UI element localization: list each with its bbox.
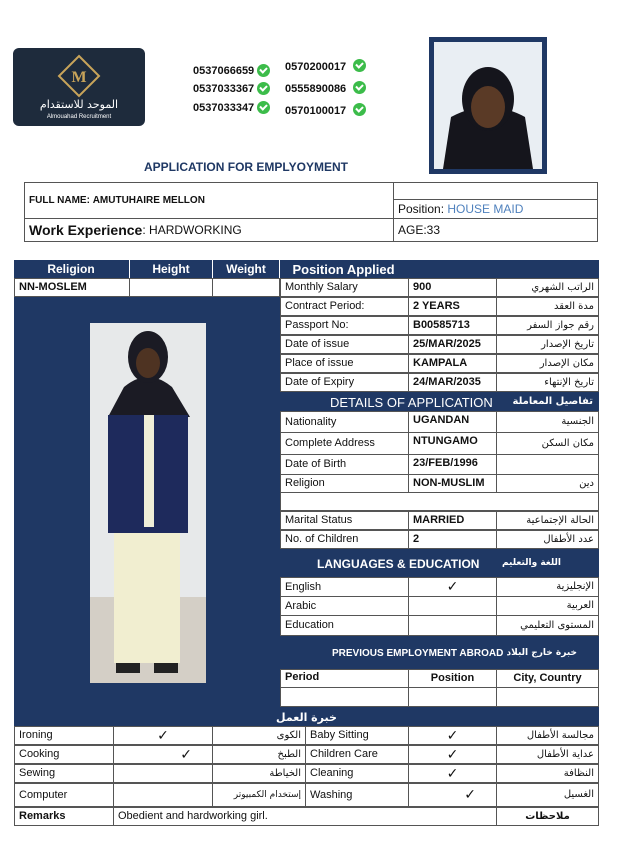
detail-label: Complete Address <box>280 432 409 455</box>
remarks-value: Obedient and hardworking girl. <box>113 807 497 826</box>
col-height: Height <box>129 260 212 278</box>
remarks-arabic: ملاحظات <box>496 807 599 826</box>
phone-number: 0570100017 <box>285 105 347 117</box>
field-arabic: مكان الإصدار <box>496 354 599 373</box>
field-label: Date of issue <box>280 335 409 354</box>
detail-label: Nationality <box>280 411 409 433</box>
skill-arabic: إستخدام الكمبيوتر <box>212 783 306 807</box>
skill-arabic: النظافة <box>496 764 599 783</box>
spacer-row <box>280 492 599 511</box>
religion-value: NN-MOSLEM <box>14 278 130 297</box>
details-header-en: DETAILS OF APPLICATION <box>330 395 493 410</box>
position-cell <box>393 199 598 219</box>
education-label: Education <box>280 615 409 636</box>
detail-value: NON-MUSLIM <box>408 474 497 493</box>
phone-number: 0555890086 <box>285 83 347 95</box>
languages-header <box>280 549 599 577</box>
cleaning-check-icon: ✓ <box>408 764 497 783</box>
experience-header-ar: خبرة العمل <box>276 711 337 724</box>
full-name-label: FULL NAME: <box>29 194 90 206</box>
field-arabic: رقم جواز السفر <box>496 316 599 335</box>
language-label: Arabic <box>280 596 409 616</box>
previous-employment-header-en: PREVIOUS EMPLOYMENT ABROAD <box>332 648 504 659</box>
children-care-check-icon: ✓ <box>408 745 497 764</box>
field-label: Contract Period: <box>280 297 409 316</box>
whatsapp-icon <box>353 59 366 72</box>
page-title: APPLICATION FOR EMPLYOYMENT <box>143 160 348 174</box>
work-experience-label: Work Experience <box>29 222 143 238</box>
skill-label: Washing <box>305 783 409 807</box>
prev-position-value <box>408 687 497 707</box>
ironing-check-icon: ✓ <box>113 726 213 745</box>
field-label: Date of Expiry <box>280 373 409 392</box>
field-arabic: تاريخ الإنتهاء <box>496 373 599 392</box>
detail-arabic: مكان السكن <box>496 432 599 455</box>
skill-label: Computer <box>14 783 114 807</box>
field-label: Monthly Salary <box>280 278 409 297</box>
detail-value: UGANDAN <box>408 411 497 433</box>
full-photo-panel <box>14 297 280 707</box>
col-religion: Religion <box>47 262 95 276</box>
marital-value: MARRIED <box>408 511 497 530</box>
details-header <box>280 392 599 411</box>
language-arabic: الإنجليزية <box>496 577 599 597</box>
field-value: 900 <box>408 278 497 297</box>
sewing-check <box>113 764 213 783</box>
skill-label: Cleaning <box>305 764 409 783</box>
computer-check <box>113 783 213 807</box>
height-value <box>129 278 213 297</box>
field-value: 24/MAR/2035 <box>408 373 497 392</box>
washing-check-icon: ✓ <box>408 783 497 807</box>
field-value: 2 YEARS <box>408 297 497 316</box>
experience-header <box>14 707 599 726</box>
blank-cell <box>393 182 598 200</box>
detail-value: NTUNGAMO <box>408 432 497 455</box>
field-value: 25/MAR/2025 <box>408 335 497 354</box>
skill-arabic: مجالسة الأطفال <box>496 726 599 745</box>
detail-label: Religion <box>280 474 409 493</box>
age-cell: AGE:33 <box>393 218 598 242</box>
phone-number: 0537066659 <box>193 65 255 77</box>
field-label: Place of issue <box>280 354 409 373</box>
remarks-label: Remarks <box>14 807 114 826</box>
col-weight: Weight <box>212 260 279 278</box>
skill-label: Baby Sitting <box>305 726 409 745</box>
detail-arabic: دين <box>496 474 599 493</box>
phone-number: 0570200017 <box>285 61 347 73</box>
field-arabic: مدة العقد <box>496 297 599 316</box>
skill-label: Children Care <box>305 745 409 764</box>
full-name-cell <box>24 182 394 219</box>
skill-arabic: الغسيل <box>496 783 599 807</box>
prev-city-value <box>496 687 599 707</box>
headshot-photo <box>429 37 547 174</box>
logo-arabic: الموحد للاستقدام <box>39 98 119 111</box>
full-name-value: AMUTUHAIRE MELLON <box>92 194 205 206</box>
language-arabic: العربية <box>496 596 599 616</box>
svg-text:M: M <box>71 69 87 86</box>
prev-period-value <box>280 687 409 707</box>
skill-arabic: عداية الأطفال <box>496 745 599 764</box>
marital-label: Marital Status <box>280 511 409 530</box>
position-value: HOUSE MAID <box>447 202 524 216</box>
field-arabic: الراتب الشهري <box>496 278 599 297</box>
whatsapp-icon <box>257 64 270 77</box>
languages-header-en: LANGUAGES & EDUCATION <box>317 557 480 571</box>
detail-value: 23/FEB/1996 <box>408 454 497 475</box>
details-header-ar: تفاصيل المعاملة <box>512 396 593 407</box>
field-value: KAMPALA <box>408 354 497 373</box>
work-experience-value: : HARDWORKING <box>142 223 242 237</box>
logo-latin: Almouahad Recruitment <box>46 114 112 120</box>
baby-sitting-check-icon: ✓ <box>408 726 497 745</box>
skill-label: Sewing <box>14 764 114 783</box>
prev-col-position: Position <box>408 669 497 688</box>
field-label: Passport No: <box>280 316 409 335</box>
children-label: No. of Children <box>280 530 409 549</box>
whatsapp-icon <box>257 101 270 114</box>
previous-employment-header-ar: خبرة خارج البلاد <box>506 648 577 658</box>
phone-number: 0537033347 <box>193 102 255 114</box>
previous-employment-header <box>280 636 599 669</box>
education-arabic: المستوى التعليمي <box>496 615 599 636</box>
arabic-check <box>408 596 497 616</box>
position-label: Position: <box>398 202 445 216</box>
children-value: 2 <box>408 530 497 549</box>
education-value <box>408 615 497 636</box>
col-position-applied: Position Applied <box>279 260 407 278</box>
whatsapp-icon <box>353 103 366 116</box>
field-arabic: تاريخ الإصدار <box>496 335 599 354</box>
prev-col-city: City, Country <box>496 669 599 688</box>
english-check-icon: ✓ <box>408 577 497 597</box>
field-value: B00585713 <box>408 316 497 335</box>
work-experience-cell <box>24 218 394 242</box>
headshot-photo-frame <box>429 37 547 174</box>
skill-arabic: الخياطة <box>212 764 306 783</box>
company-logo <box>13 48 145 126</box>
skill-arabic: الطبخ <box>212 745 306 764</box>
full-body-photo <box>14 297 280 707</box>
weight-value <box>212 278 280 297</box>
skill-label: Ironing <box>14 726 114 745</box>
phone-number: 0537033367 <box>193 83 255 95</box>
languages-header-ar: اللغة والتعليم <box>501 558 561 568</box>
detail-arabic: الجنسية <box>496 411 599 433</box>
children-arabic: عدد الأطفال <box>496 530 599 549</box>
cooking-check-icon: ✓ <box>113 745 213 764</box>
skill-label: Cooking <box>14 745 114 764</box>
language-label: English <box>280 577 409 597</box>
prev-col-period: Period <box>280 669 409 688</box>
detail-label: Date of Birth <box>280 454 409 475</box>
skill-arabic: الكوى <box>212 726 306 745</box>
whatsapp-icon <box>353 81 366 94</box>
detail-arabic <box>496 454 599 475</box>
whatsapp-icon <box>257 82 270 95</box>
marital-arabic: الحالة الإجتماعية <box>496 511 599 530</box>
